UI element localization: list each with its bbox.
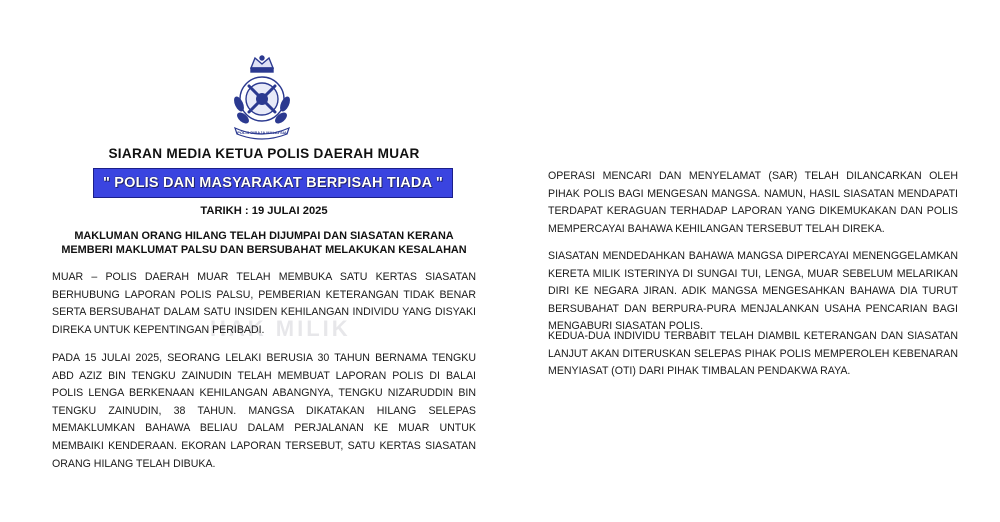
media-release-title: SIARAN MEDIA KETUA POLIS DAERAH MUAR [108, 146, 420, 161]
headline [52, 229, 476, 257]
headline-line-1: MAKLUMAN ORANG HILANG TELAH DIJUMPAI DAN SIASATAN KERANA [74, 230, 454, 242]
paragraph-3: OPERASI MENCARI DAN MENYELAMAT (SAR) TELAH DILANCARKAN OLEH PIHAK POLIS BAGI MENGESAN MANGSA. NAMUN, HASIL SIASATAN MENDAPATI TERDAPAT KERAGUAN TERHADAP LAPORAN YANG DIKEMUKAKAN DAN POLIS MEMPERCAYAI BAHAWA KEHILANGAN TERSEBUT TELAH DIREKA. [548, 170, 958, 235]
paragraph-5: KEDUA-DUA INDIVIDU TERBABIT TELAH DIAMBIL KETERANGAN DAN SIASATAN LANJUT AKAN DITERUSKAN SELEPAS PIHAK POLIS MEMPEROLEH KEBENARAN MENYIASAT (OTI) DARI PIHAK TIMBALAN PENDAKWA RAYA. [548, 330, 958, 378]
headline-line-2: MEMBERI MAKLUMAT PALSU DAN BERSUBAHAT MELAKUKAN KESALAHAN [61, 244, 467, 256]
motto-text: " POLIS DAN MASYARAKAT BERPISAH TIADA " [102, 175, 444, 191]
svg-text:POLIS DIRAJA MALAYSIA: POLIS DIRAJA MALAYSIA [237, 130, 287, 135]
release-date: TARIKH : 19 JULAI 2025 [200, 205, 328, 217]
paragraph-1: MUAR – POLIS DAERAH MUAR TELAH MEMBUKA SATU KERTAS SIASATAN BERHUBUNG LAPORAN POLIS PALSU, PEMBERIAN KETERANGAN TIDAK BENAR SERTA BERSUBAHAT DALAM SATU INSIDEN KEHILANGAN INDIVIDU YANG DISYAKI DIREKA UNTUK KEPENTINGAN PERIBADI. [52, 271, 476, 336]
paragraph-4: SIASATAN MENDEDAHKAN BAHAWA MANGSA DIPERCAYAI MENENGGELAMKAN KERETA MILIK ISTERINYA DI SUNGAI TUI, LENGA, MUAR SEBELUM MELARIKAN DIRI KE NEGARA JIRAN. ADIK MANGSA MENGESAHKAN BAHAWA DIA TURUT BERSUBAHAT DAN BERPURA-PURA MENJALANKAN USAHA PENCARIAN BAGI MENGABURI SIASATAN POLIS. [548, 250, 958, 333]
motto-banner [93, 168, 453, 198]
police-crest-icon [227, 54, 297, 140]
paragraph-2: PADA 15 JULAI 2025, SEORANG LELAKI BERUSIA 30 TAHUN BERNAMA TENGKU ABD AZIZ BIN TENGKU ZAINUDIN TELAH MEMBUAT LAPORAN POLIS DI BALAI POLIS LENGA BERKENAAN KEHILANGAN ABANGNYA, TENGKU NIZARUDDIN BIN TENGKU ZAINUDIN, 38 TAHUN. MANGSA DIKATAKAN HILANG SELEPAS MEMAKLUMKAN BAHAWA BELIAU DALAM PERJALANAN KE MUAR UNTUK MEMBAIKI KENDERAAN. EKORAN LAPORAN TERSEBUT, SATU KERTAS SIASATAN ORANG HILANG TELAH DIBUKA. [52, 352, 476, 470]
watermark: HAK MILIK [210, 316, 351, 341]
